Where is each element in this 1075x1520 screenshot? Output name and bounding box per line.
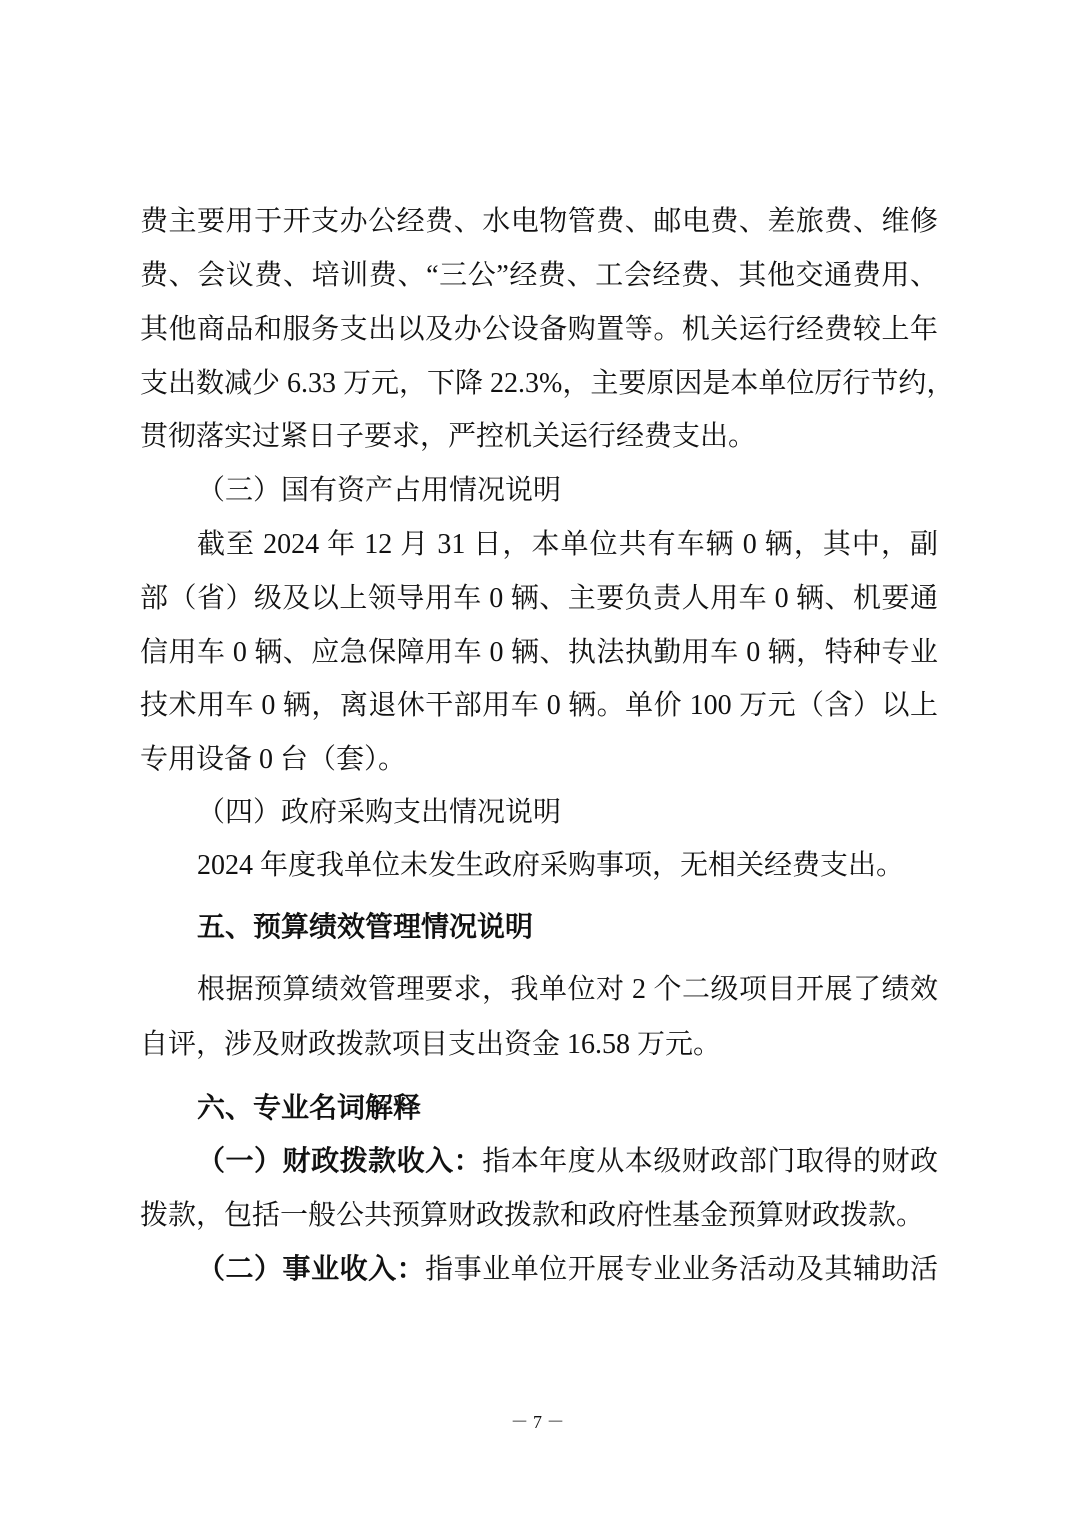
text-line: 费、会议费、培训费、“三公”经费、工会经费、其他交通费用、	[140, 260, 938, 291]
text-line: 信用车 0 辆、应急保障用车 0 辆、执法执勤用车 0 辆，特种专业	[140, 637, 938, 668]
text-line: 部（省）级及以上领导用车 0 辆、主要负责人用车 0 辆、机要通	[140, 583, 938, 614]
text-line: 技术用车 0 辆，离退休干部用车 0 辆。单价 100 万元（含）以上	[140, 690, 938, 721]
section-heading: （四）政府采购支出情况说明	[197, 797, 562, 828]
page-number: － 7 －	[510, 1412, 565, 1432]
chapter-heading: 五、预算绩效管理情况说明	[197, 911, 534, 942]
text-line: 2024 年度我单位未发生政府采购事项，无相关经费支出。	[197, 850, 905, 881]
section-heading: （三）国有资产占用情况说明	[197, 475, 562, 506]
text-line: 根据预算绩效管理要求，我单位对 2 个二级项目开展了绩效	[197, 974, 938, 1005]
term-label: （二）事业收入：	[197, 1254, 426, 1285]
text-line: 其他商品和服务支出以及办公设备购置等。机关运行经费较上年	[140, 314, 938, 345]
chapter-heading: 六、专业名词解释	[197, 1092, 422, 1123]
text-line: 专用设备 0 台（套）。	[140, 744, 407, 775]
text-line: 支出数减少 6.33 万元，下降 22.3%，主要原因是本单位厉行节约，	[140, 368, 955, 399]
text-line: 费主要用于开支办公经费、水电物管费、邮电费、差旅费、维修	[140, 206, 938, 237]
text-line: 自评，涉及财政拨款项目支出资金 16.58 万元。	[140, 1029, 722, 1060]
term-label: （一）财政拨款收入：	[197, 1146, 483, 1177]
term-definition	[197, 1250, 938, 1290]
term-text: 指事业单位开展专业业务活动及其辅助活	[425, 1254, 938, 1285]
text-line: 截至 2024 年 12 月 31 日，本单位共有车辆 0 辆，其中，副	[197, 529, 938, 560]
term-definition	[197, 1142, 938, 1182]
text-line: 拨款，包括一般公共预算财政拨款和政府性基金预算财政拨款。	[140, 1200, 925, 1231]
text-line: 贯彻落实过紧日子要求，严控机关运行经费支出。	[140, 421, 757, 452]
term-text: 指本年度从本级财政部门取得的财政	[482, 1146, 938, 1177]
